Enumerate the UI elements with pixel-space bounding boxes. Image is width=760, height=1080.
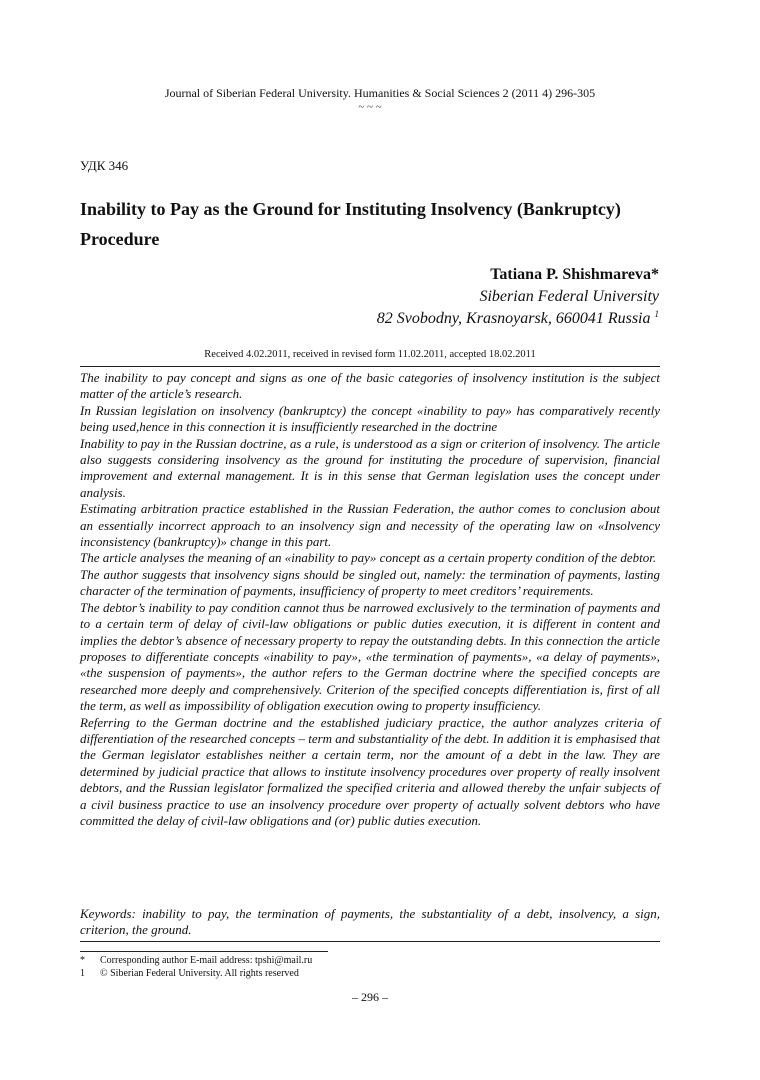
footnotes: [80, 954, 480, 980]
abstract: [80, 370, 660, 829]
article-title: Inability to Pay as the Ground for Instituting Insolvency (Bankruptcy) Procedure: [80, 199, 621, 249]
keywords: Keywords: inability to pay, the termination of payments, the substantiality of a debt, insolvency, a sign, criterion, the ground.: [80, 906, 660, 938]
author-address-line: [377, 308, 659, 330]
footnote-text: © Siberian Federal University. All rights reserved: [100, 968, 299, 979]
abstract-paragraph: The inability to pay concept and signs as one of the basic categories of insolvency institution is the subject matter of the article’s research.: [80, 370, 660, 402]
author-address: 82 Svobodny, Krasnoyarsk, 660041 Russia: [376, 310, 651, 327]
abstract-paragraph: Referring to the German doctrine and the established judiciary practice, the author analyzes criteria of differentiation of the researched concepts – term and substantiality of the debt. In addition it is emphasised that the German legislator establishes neither a certain term, nor the amount of a debt in the law. They are determined by judicial practice that allows to institute insolvency procedures over property of really insolvent debtors, and the Russian legislator formalized the specified criteria and allowed thereby the unfair subjects of a civil business practice to use an insolvency procedure over property of actually solvent debtors who have committed the delay of civil-law obligations and (or) public duties execution.: [80, 714, 660, 828]
abstract-bottom-rule: [80, 941, 660, 942]
author-name: Tatiana P. Shishmareva*: [490, 266, 659, 283]
footnote-rule: [80, 951, 328, 952]
abstract-paragraph: The article analyses the meaning of an «inability to pay» concept as a certain property condition of the debtor.: [80, 550, 657, 566]
author-address-footnote-mark: 1: [654, 309, 659, 319]
header-ornament: ~ ~ ~: [358, 101, 382, 113]
footnote-mark: 1: [80, 968, 85, 979]
footnote: [80, 967, 480, 980]
abstract-paragraph: The author suggests that insolvency signs should be singled out, namely: the termination of payments, lasting character of the termination of payments, insufficiency of property to meet creditors’ requirements.: [80, 566, 660, 599]
abstract-paragraph: The debtor’s inability to pay condition cannot thus be narrowed exclusively to the termination of payments and to a certain term of delay of civil-law obligations or public duties execution, it is different in content and implies the debtor’s absence of necessary property to repay the outstanding debts. In this connection the article proposes to differentiate concepts «inability to pay», «the termination of payments», «a delay of payments», «the suspension of payments», the author refers to the German doctrine where the specified concepts are researched more deeply and comprehensively. Criterion of the specified concepts differentiation is, first of all the term, as well as impossibility of obligation execution owing to property insufficiency.: [80, 599, 660, 714]
footnote-text: Corresponding author E-mail address: tpshi@mail.ru: [100, 955, 313, 966]
footnote-mark: *: [80, 955, 85, 966]
page-number: – 296 –: [352, 990, 388, 1004]
udk-code: УДК 346: [80, 158, 129, 173]
abstract-top-rule: [80, 366, 660, 367]
author-affiliation: Siberian Federal University: [479, 288, 659, 305]
received-dates: Received 4.02.2011, received in revised form 11.02.2011, accepted 18.02.2011: [204, 349, 536, 360]
author-block: [377, 264, 659, 330]
abstract-paragraph: Estimating arbitration practice established in the Russian Federation, the author comes to conclusion about an essentially incorrect approach to an insolvency sign and necessity of the operating law on «Insolvency inconsistency (bankruptcy)» change in this part.: [80, 501, 660, 550]
abstract-paragraph: Inability to pay in the Russian doctrine, as a rule, is understood as a sign or criterion of insolvency. The article also suggests considering insolvency as the ground for instituting the procedure of supervision, financial improvement and external management. It is in this sense that German legislation uses the concept under analysis.: [80, 435, 660, 500]
abstract-paragraph: In Russian legislation on insolvency (bankruptcy) the concept «inability to pay» has comparatively recently being used,hence in this connection it is insufficiently researched in the doctrine: [80, 402, 660, 435]
footnote: [80, 954, 480, 967]
journal-header: Journal of Siberian Federal University. Humanities & Social Sciences 2 (2011 4) 296-305: [164, 86, 596, 100]
